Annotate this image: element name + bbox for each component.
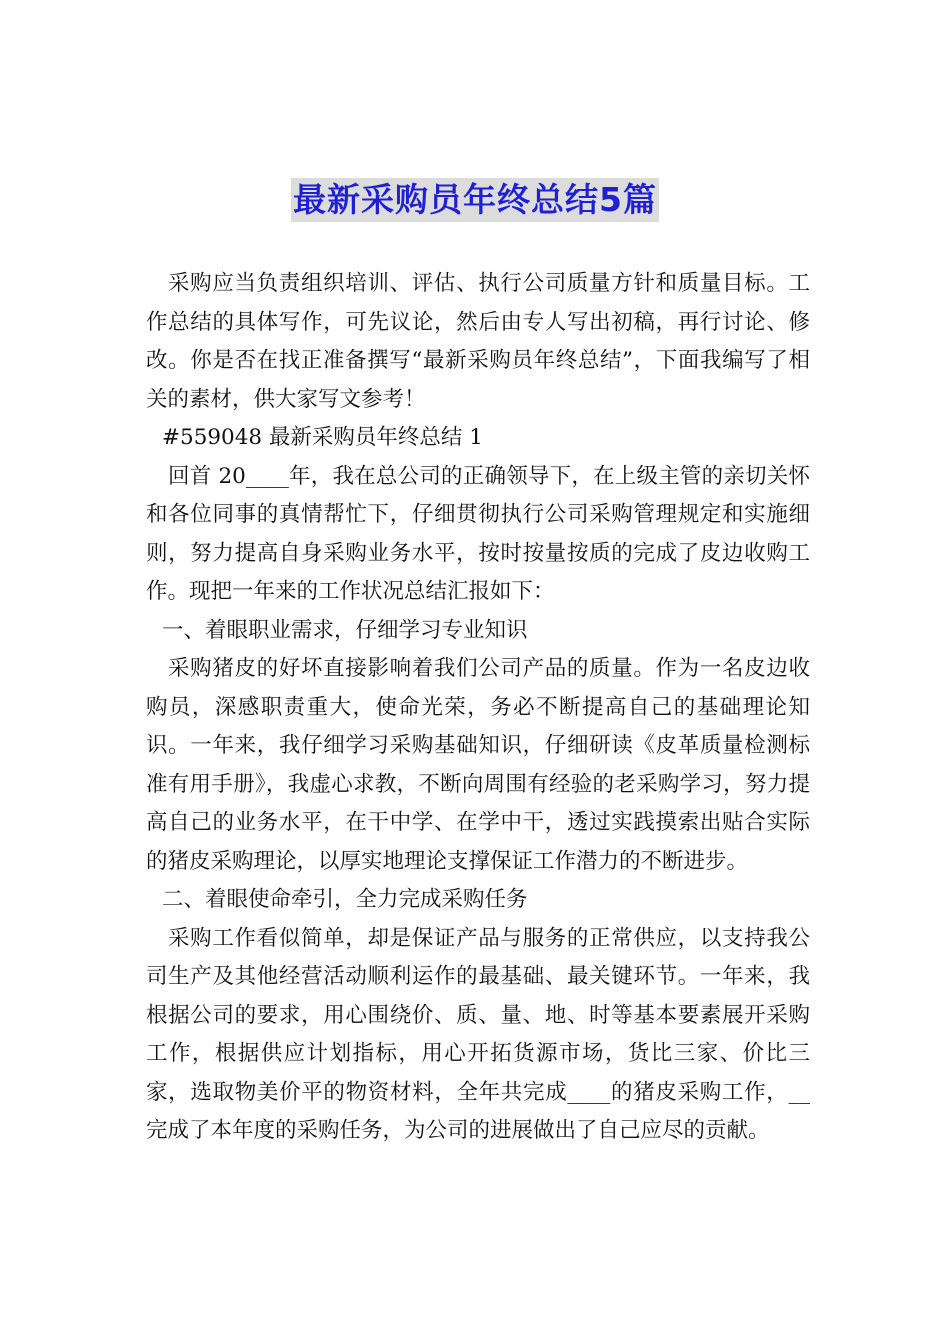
document-title: 最新采购员年终总结5篇 [291,178,659,222]
body-paragraph: 回首 20____年，我在总公司的正确领导下，在上级主管的亲切关怀和各位同事的真情帮忙下，仔细贯彻执行公司采购管理规定和实施细则，努力提高自身采购业务水平，按时按量按质的完成了皮边收购工作。现把一年来的工作状况总结汇报如下： [146,463,810,604]
section-heading-2: 二、着眼使命牵引，全力完成采购任务 [162,887,528,912]
section-heading-1: 一、着眼职业需求，仔细学习专业知识 [162,617,528,643]
section-id-line: #559048 最新采购员年终总结 1 [162,425,483,450]
body-paragraph: 采购工作看似简单，却是保证产品与服务的正常供应，以支持我公司生产及其他经营活动顺利运作的最基础、最关键环节。一年来，我根据公司的要求，用心围绕价、质、量、地、时等基本要素展开采购工作，根据供应计划指标，用心开拓货源市场，货比三家、价比三家，选取物美价平的物资材料，全年共完成____的猪皮采购工作，__完成了本年度的采购任务，为公司的进展做出了自己应尽的贡献。 [146,925,810,1143]
title-container [0,178,950,222]
intro-paragraph: 采购应当负责组织培训、评估、执行公司质量方针和质量目标。工作总结的具体写作，可先议论，然后由专人写出初稿，再行讨论、修改。你是否在找正准备撰写“最新采购员年终总结”，下面我编写了相关的素材，供大家写文参考！ [146,271,810,412]
document-body [146,265,810,1151]
body-paragraph: 采购猪皮的好坏直接影响着我们公司产品的质量。作为一名皮边收购员，深感职责重大，使命光荣，务必不断提高自己的基础理论知识。一年来，我仔细学习采购基础知识，仔细研读《皮革质量检测标准有用手册》，我虚心求教，不断向周围有经验的老采购学习，努力提高自己的业务水平，在干中学、在学中干，透过实践摸索出贴合实际的猪皮采购理论，以厚实地理论支撑保证工作潜力的不断进步。 [146,656,810,874]
